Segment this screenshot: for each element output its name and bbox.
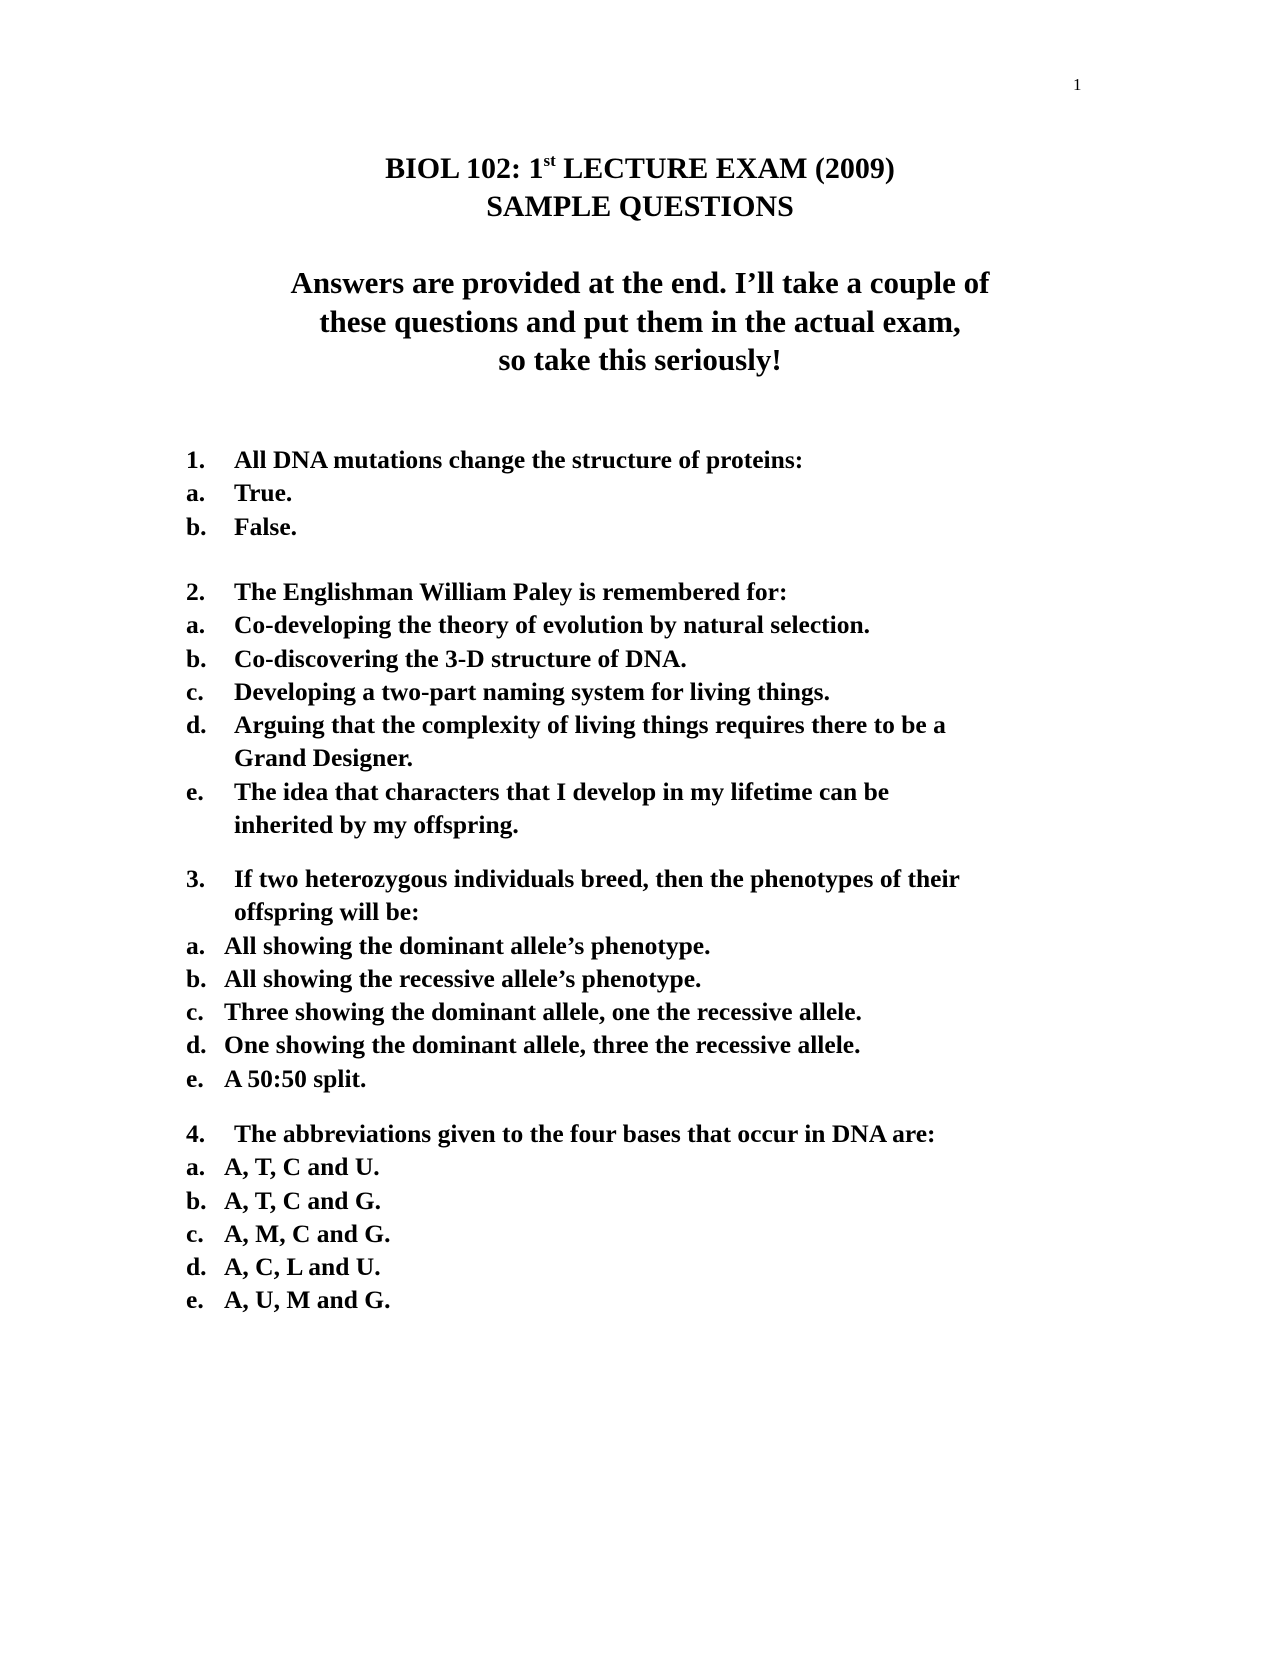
title-exam: LECTURE EXAM (2009) bbox=[555, 152, 895, 185]
answer-option-b bbox=[186, 962, 1086, 995]
question-text: The Englishman William Paley is remembered for: bbox=[234, 577, 788, 606]
option-letter: c. bbox=[186, 997, 204, 1027]
option-letter: a. bbox=[186, 1152, 206, 1182]
option-text: A, M, C and G. bbox=[224, 1218, 391, 1248]
answer-option-a bbox=[186, 608, 1086, 641]
option-text: False. bbox=[234, 511, 298, 541]
option-text: All showing the recessive allele’s phenotype. bbox=[224, 963, 702, 993]
question-1 bbox=[186, 443, 1086, 543]
option-text: Co-developing the theory of evolution by natural selection. bbox=[234, 610, 871, 640]
answer-option-e bbox=[186, 775, 1086, 842]
option-letter: b. bbox=[186, 643, 207, 673]
option-letter: a. bbox=[186, 930, 206, 960]
option-text: A, T, C and U. bbox=[224, 1152, 380, 1182]
option-letter: b. bbox=[186, 511, 207, 541]
option-text: A 50:50 split. bbox=[224, 1063, 367, 1093]
option-text: A, T, C and G. bbox=[224, 1185, 382, 1215]
option-text: All showing the dominant allele’s phenotype. bbox=[224, 930, 711, 960]
option-text-continued: Grand Designer. bbox=[234, 743, 413, 773]
question-text: All DNA mutations change the structure of proteins: bbox=[234, 445, 804, 474]
question-text: The abbreviations given to the four bases that occur in DNA are: bbox=[234, 1119, 936, 1148]
answer-option-d bbox=[186, 1028, 1086, 1061]
option-letter: e. bbox=[186, 1063, 204, 1093]
option-letter: d. bbox=[186, 710, 207, 740]
answer-option-c bbox=[186, 1217, 1086, 1250]
title-line-2: SAMPLE QUESTIONS bbox=[486, 190, 794, 223]
option-letter: e. bbox=[186, 776, 204, 806]
question-stem bbox=[186, 443, 1086, 476]
answer-option-d bbox=[186, 708, 1086, 775]
option-letter: a. bbox=[186, 610, 206, 640]
intro-line-1: Answers are provided at the end. I’ll take a couple of bbox=[290, 265, 990, 300]
answer-option-a bbox=[186, 1150, 1086, 1183]
intro-note bbox=[0, 264, 1280, 380]
answer-option-d bbox=[186, 1250, 1086, 1283]
option-letter: e. bbox=[186, 1285, 204, 1315]
intro-line-3: so take this seriously! bbox=[498, 342, 782, 377]
page-title bbox=[0, 150, 1280, 226]
answer-option-c bbox=[186, 995, 1086, 1028]
intro-line-2: these questions and put them in the actual exam, bbox=[319, 303, 961, 339]
page-number: 1 bbox=[1073, 75, 1082, 94]
option-text: One showing the dominant allele, three the recessive allele. bbox=[224, 1030, 861, 1060]
question-2 bbox=[186, 575, 1086, 841]
option-letter: b. bbox=[186, 1185, 207, 1215]
question-stem bbox=[186, 1117, 1086, 1150]
answer-option-e bbox=[186, 1062, 1086, 1095]
option-text-continued: inherited by my offspring. bbox=[234, 810, 519, 840]
answer-option-a bbox=[186, 476, 1086, 509]
answer-option-b bbox=[186, 1184, 1086, 1217]
title-course: BIOL 102: 1 bbox=[385, 152, 544, 185]
option-text: True. bbox=[234, 478, 293, 508]
answer-option-b bbox=[186, 510, 1086, 543]
option-text: Developing a two-part naming system for living things. bbox=[234, 676, 830, 706]
question-number: 4. bbox=[186, 1119, 206, 1148]
option-text: The idea that characters that I develop in my lifetime can be bbox=[234, 776, 890, 806]
question-text-continued: offspring will be: bbox=[234, 897, 420, 927]
question-4 bbox=[186, 1117, 1086, 1317]
option-text: A, C, L and U. bbox=[224, 1252, 381, 1282]
option-text: Arguing that the complexity of living things requires there to be a bbox=[234, 710, 946, 740]
title-line-1 bbox=[0, 150, 1280, 188]
answer-option-e bbox=[186, 1283, 1086, 1316]
answer-option-c bbox=[186, 675, 1086, 708]
question-number: 2. bbox=[186, 577, 206, 606]
question-stem bbox=[186, 862, 1086, 929]
option-letter: d. bbox=[186, 1252, 207, 1282]
title-ordinal-suffix: st bbox=[543, 151, 556, 170]
answer-option-a bbox=[186, 929, 1086, 962]
option-letter: b. bbox=[186, 963, 207, 993]
question-stem bbox=[186, 575, 1086, 608]
option-letter: d. bbox=[186, 1030, 207, 1060]
option-letter: c. bbox=[186, 1218, 204, 1248]
question-text: If two heterozygous individuals breed, then the phenotypes of their bbox=[234, 864, 960, 893]
option-letter: a. bbox=[186, 478, 206, 508]
option-letter: c. bbox=[186, 676, 204, 706]
option-text: A, U, M and G. bbox=[224, 1285, 391, 1315]
answer-option-b bbox=[186, 642, 1086, 675]
question-number: 1. bbox=[186, 445, 206, 474]
question-number: 3. bbox=[186, 864, 206, 893]
question-3 bbox=[186, 862, 1086, 1095]
option-text: Three showing the dominant allele, one the recessive allele. bbox=[224, 997, 862, 1027]
option-text: Co-discovering the 3-D structure of DNA. bbox=[234, 643, 687, 673]
